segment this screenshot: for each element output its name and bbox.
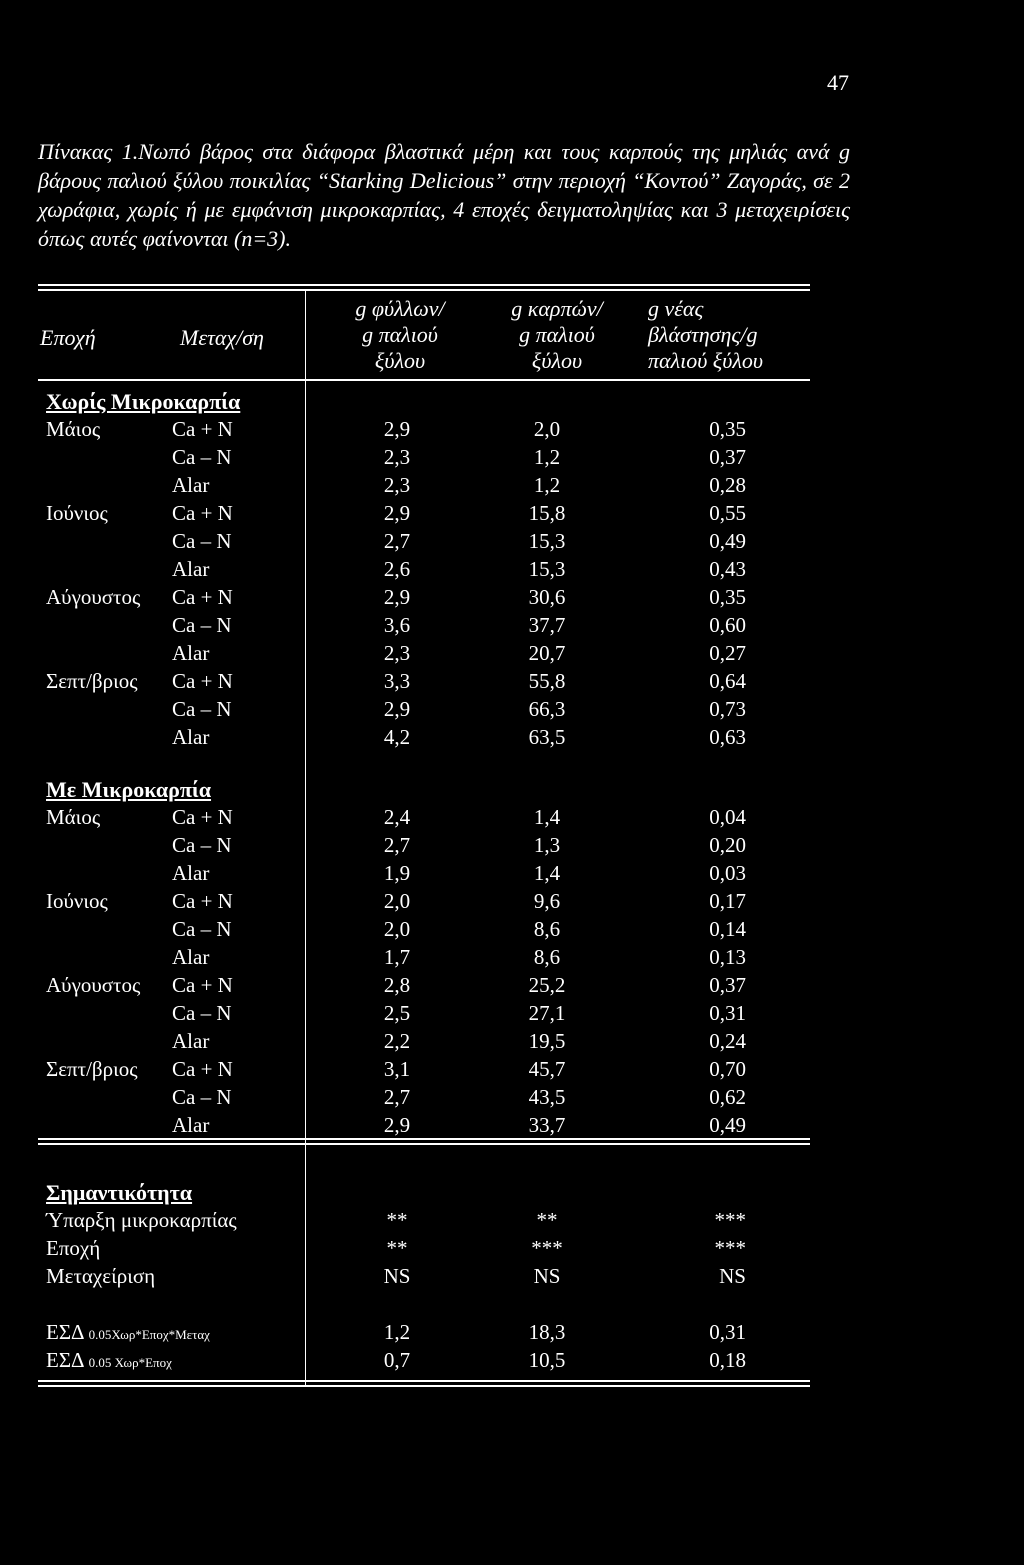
header-fruits-l1: g καρπών/	[511, 296, 603, 321]
lsd-label-subscript: 0.05Χωρ*Εποχ*Μεταχ	[88, 1327, 210, 1342]
cell-fruits: 1,2	[533, 473, 561, 497]
cell-fruits: 8,6	[533, 917, 561, 941]
cell-season: Ιούνιος	[46, 889, 108, 913]
cell-leaves: 4,2	[383, 725, 411, 749]
cell-leaves: 3,1	[383, 1057, 411, 1081]
cell-leaves: 2,0	[383, 889, 411, 913]
cell-treatment: Ca + N	[172, 805, 233, 829]
cell-leaves: 2,6	[383, 557, 411, 581]
cell-leaves: 2,3	[383, 641, 411, 665]
cell-fruits: 20,7	[528, 641, 566, 665]
lsd-row	[0, 1348, 1024, 1376]
cell-shoots: 0,43	[709, 557, 746, 581]
caption-label: Πίνακας 1.	[38, 139, 139, 164]
table-row	[0, 613, 1024, 641]
cell-shoots: 0,49	[709, 1113, 746, 1137]
header-leaves-l3: ξύλου	[374, 348, 426, 373]
table-row	[0, 473, 1024, 501]
table-row	[0, 417, 1024, 445]
cell-fruits: 15,3	[528, 529, 566, 553]
cell-season: Μάιος	[46, 417, 101, 441]
cell-fruits: 1,2	[533, 445, 561, 469]
lsd-label	[46, 1348, 172, 1373]
lsd-leaves: 0,7	[383, 1348, 411, 1372]
table-row	[0, 529, 1024, 557]
table-row	[0, 861, 1024, 889]
table-row	[0, 1057, 1024, 1085]
cell-leaves: 2,8	[383, 973, 411, 997]
cell-season: Σεπτ/βριος	[46, 669, 138, 693]
cell-fruits: 63,5	[528, 725, 566, 749]
lsd-fruits: 10,5	[528, 1348, 566, 1372]
data-rule	[38, 1138, 810, 1140]
cell-treatment: Alar	[172, 473, 210, 497]
header-rule	[38, 379, 810, 381]
header-shoots-l3: παλιού ξύλου	[648, 348, 763, 373]
significance-label: Μεταχείριση	[46, 1264, 156, 1288]
cell-leaves: 2,9	[383, 1113, 411, 1137]
cell-treatment: Ca + N	[172, 417, 233, 441]
cell-fruits: 37,7	[528, 613, 566, 637]
cell-treatment: Ca – N	[172, 445, 232, 469]
cell-leaves: 2,4	[383, 805, 411, 829]
top-rule-2	[38, 289, 810, 291]
table-row	[0, 1113, 1024, 1141]
cell-fruits: 15,8	[528, 501, 566, 525]
cell-fruits: 8,6	[533, 945, 561, 969]
lsd-shoots: 0,31	[709, 1320, 746, 1344]
significance-fruits: NS	[533, 1264, 561, 1288]
table-row	[0, 917, 1024, 945]
table-row	[0, 557, 1024, 585]
header-leaves-l1: g φύλλων/	[355, 296, 445, 321]
significance-shoots: ***	[714, 1236, 746, 1260]
significance-shoots: NS	[719, 1264, 746, 1288]
table-row	[0, 501, 1024, 529]
table-caption	[38, 137, 850, 253]
cell-treatment: Alar	[172, 861, 210, 885]
cell-season: Αύγουστος	[46, 973, 141, 997]
significance-row	[0, 1208, 1024, 1236]
cell-fruits: 1,4	[533, 861, 561, 885]
cell-shoots: 0,70	[709, 1057, 746, 1081]
cell-season: Μάιος	[46, 805, 101, 829]
cell-shoots: 0,31	[709, 1001, 746, 1025]
section-title-microcarpy: Με Μικροκαρπία	[46, 777, 212, 802]
cell-treatment: Alar	[172, 1029, 210, 1053]
cell-shoots: 0,20	[709, 833, 746, 857]
cell-shoots: 0,37	[709, 445, 746, 469]
lsd-shoots: 0,18	[709, 1348, 746, 1372]
lsd-leaves: 1,2	[383, 1320, 411, 1344]
cell-fruits: 45,7	[528, 1057, 566, 1081]
table-row	[0, 725, 1024, 753]
cell-leaves: 2,7	[383, 529, 411, 553]
header-fruits-l3: ξύλου	[531, 348, 583, 373]
cell-leaves: 3,6	[383, 613, 411, 637]
significance-title: Σημαντικότητα	[46, 1180, 193, 1205]
cell-treatment: Ca – N	[172, 833, 232, 857]
cell-fruits: 25,2	[528, 973, 566, 997]
cell-fruits: 33,7	[528, 1113, 566, 1137]
cell-fruits: 43,5	[528, 1085, 566, 1109]
cell-treatment: Alar	[172, 725, 210, 749]
cell-shoots: 0,04	[709, 805, 746, 829]
bottom-rule-2	[38, 1385, 810, 1387]
cell-treatment: Ca – N	[172, 1001, 232, 1025]
table-row	[0, 1029, 1024, 1057]
top-rule	[38, 284, 810, 286]
cell-leaves: 2,9	[383, 585, 411, 609]
cell-leaves: 2,7	[383, 833, 411, 857]
significance-leaves: **	[386, 1236, 408, 1260]
significance-leaves: NS	[383, 1264, 411, 1288]
cell-shoots: 0,62	[709, 1085, 746, 1109]
cell-treatment: Ca + N	[172, 669, 233, 693]
cell-treatment: Ca – N	[172, 529, 232, 553]
table-row	[0, 973, 1024, 1001]
cell-treatment: Ca + N	[172, 973, 233, 997]
table-row	[0, 697, 1024, 725]
cell-shoots: 0,28	[709, 473, 746, 497]
cell-leaves: 2,5	[383, 1001, 411, 1025]
lsd-fruits: 18,3	[528, 1320, 566, 1344]
cell-shoots: 0,60	[709, 613, 746, 637]
lsd-label-text: ΕΣΔ	[46, 1320, 85, 1344]
cell-shoots: 0,64	[709, 669, 746, 693]
header-shoots	[628, 296, 808, 374]
cell-leaves: 2,3	[383, 445, 411, 469]
cell-season: Σεπτ/βριος	[46, 1057, 138, 1081]
cell-fruits: 1,4	[533, 805, 561, 829]
table-row	[0, 669, 1024, 697]
cell-treatment: Ca + N	[172, 501, 233, 525]
significance-label: Ύπαρξη μικροκαρπίας	[46, 1208, 237, 1232]
lsd-label	[46, 1320, 210, 1345]
header-shoots-l1: g νέας	[648, 296, 704, 321]
cell-treatment: Alar	[172, 641, 210, 665]
lsd-row	[0, 1320, 1024, 1348]
table-row	[0, 833, 1024, 861]
cell-fruits: 19,5	[528, 1029, 566, 1053]
significance-row	[0, 1264, 1024, 1292]
significance-shoots: ***	[714, 1208, 746, 1232]
cell-leaves: 2,0	[383, 917, 411, 941]
cell-treatment: Ca + N	[172, 1057, 233, 1081]
cell-fruits: 9,6	[533, 889, 561, 913]
cell-shoots: 0,37	[709, 973, 746, 997]
header-leaves	[320, 296, 480, 374]
caption-text: Νωπό βάρος στα διάφορα βλαστικά μέρη και τους καρπούς της μηλιάς ανά g βάρους παλιού ξύλου ποικιλίας “Starking Delicious” στην περιοχή “Κοντού” Ζαγοράς, σε 2 χωράφια, χωρίς ή με εμφάνιση μικροκαρπίας, 4 εποχές δειγματοληψίας και 3 μεταχειρίσεις όπως αυτές φαίνονται (n=3).	[38, 139, 850, 251]
header-shoots-l2: βλάστησης/g	[648, 322, 758, 347]
cell-fruits: 55,8	[528, 669, 566, 693]
cell-treatment: Alar	[172, 1113, 210, 1137]
cell-fruits: 66,3	[528, 697, 566, 721]
lsd-label-subscript: 0.05 Χωρ*Εποχ	[88, 1355, 172, 1370]
cell-fruits: 30,6	[528, 585, 566, 609]
cell-treatment: Ca – N	[172, 613, 232, 637]
cell-shoots: 0,27	[709, 641, 746, 665]
cell-shoots: 0,03	[709, 861, 746, 885]
header-season: Εποχή	[40, 325, 96, 350]
cell-shoots: 0,35	[709, 417, 746, 441]
lsd-label-text: ΕΣΔ	[46, 1348, 85, 1372]
cell-leaves: 3,3	[383, 669, 411, 693]
cell-leaves: 2,7	[383, 1085, 411, 1109]
cell-leaves: 2,2	[383, 1029, 411, 1053]
cell-treatment: Ca – N	[172, 917, 232, 941]
cell-leaves: 2,9	[383, 501, 411, 525]
table-row	[0, 445, 1024, 473]
data-rule-2	[38, 1143, 810, 1145]
cell-shoots: 0,14	[709, 917, 746, 941]
significance-fruits: **	[536, 1208, 558, 1232]
cell-shoots: 0,17	[709, 889, 746, 913]
cell-fruits: 2,0	[533, 417, 561, 441]
cell-leaves: 1,9	[383, 861, 411, 885]
cell-fruits: 15,3	[528, 557, 566, 581]
table-row	[0, 945, 1024, 973]
cell-shoots: 0,13	[709, 945, 746, 969]
cell-leaves: 2,9	[383, 697, 411, 721]
cell-leaves: 1,7	[383, 945, 411, 969]
section-title-no-microcarpy: Χωρίς Μικροκαρπία	[46, 389, 241, 414]
table-row	[0, 1085, 1024, 1113]
significance-leaves: **	[386, 1208, 408, 1232]
significance-row	[0, 1236, 1024, 1264]
significance-label: Εποχή	[46, 1236, 101, 1260]
table-row	[0, 889, 1024, 917]
cell-treatment: Alar	[172, 557, 210, 581]
cell-treatment: Ca + N	[172, 889, 233, 913]
cell-shoots: 0,63	[709, 725, 746, 749]
page-number: 47	[827, 70, 849, 95]
header-treatment: Μεταχ/ση	[180, 325, 264, 350]
cell-fruits: 27,1	[528, 1001, 566, 1025]
cell-fruits: 1,3	[533, 833, 561, 857]
table-row	[0, 585, 1024, 613]
bottom-rule	[38, 1380, 810, 1382]
table-row	[0, 641, 1024, 669]
cell-shoots: 0,49	[709, 529, 746, 553]
cell-season: Ιούνιος	[46, 501, 108, 525]
table-row	[0, 805, 1024, 833]
cell-treatment: Ca – N	[172, 1085, 232, 1109]
header-fruits	[477, 296, 637, 374]
cell-treatment: Ca + N	[172, 585, 233, 609]
table-row	[0, 1001, 1024, 1029]
cell-shoots: 0,24	[709, 1029, 746, 1053]
header-leaves-l2: g παλιού	[362, 322, 438, 347]
header-fruits-l2: g παλιού	[519, 322, 595, 347]
cell-leaves: 2,3	[383, 473, 411, 497]
cell-treatment: Ca – N	[172, 697, 232, 721]
cell-shoots: 0,73	[709, 697, 746, 721]
cell-shoots: 0,35	[709, 585, 746, 609]
cell-season: Αύγουστος	[46, 585, 141, 609]
significance-fruits: ***	[531, 1236, 563, 1260]
cell-leaves: 2,9	[383, 417, 411, 441]
cell-shoots: 0,55	[709, 501, 746, 525]
cell-treatment: Alar	[172, 945, 210, 969]
